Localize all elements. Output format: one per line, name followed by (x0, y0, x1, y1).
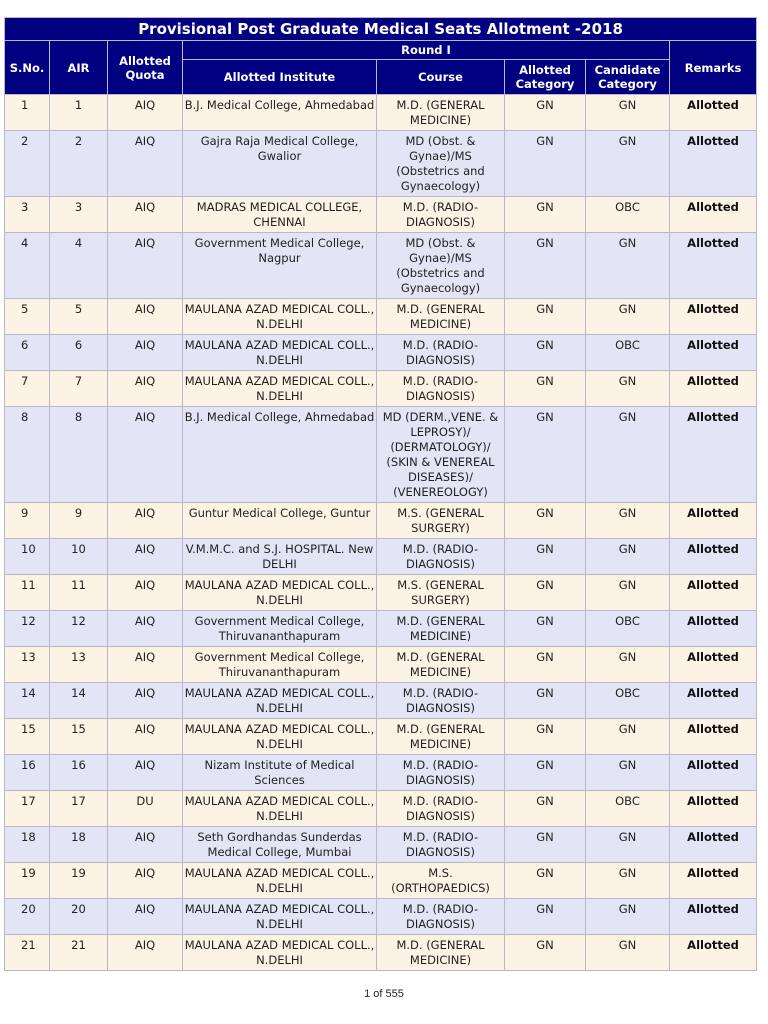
cell-candidate-category: GN (586, 299, 670, 335)
cell-remarks: Allotted (670, 863, 757, 899)
cell-air: 15 (50, 719, 108, 755)
cell-allotted-category: GN (505, 197, 586, 233)
cell-course: M.D. (GENERAL MEDICINE) (377, 719, 505, 755)
cell-candidate-category: GN (586, 131, 670, 197)
cell-sno: 20 (5, 899, 50, 935)
cell-allotted-category: GN (505, 899, 586, 935)
cell-sno: 11 (5, 575, 50, 611)
cell-course: M.D. (GENERAL MEDICINE) (377, 935, 505, 971)
allotment-sheet (4, 17, 756, 971)
table-row (5, 755, 757, 791)
cell-allotted-category: GN (505, 131, 586, 197)
cell-candidate-category: OBC (586, 791, 670, 827)
cell-allotted-quota: AIQ (108, 95, 183, 131)
cell-course: MD (DERM.,VENE. & LEPROSY)/ (DERMATOLOGY)/ (SKIN & VENEREAL DISEASES)/ (VENEREOLOGY) (377, 407, 505, 503)
cell-air: 18 (50, 827, 108, 863)
table-row (5, 827, 757, 863)
cell-sno: 2 (5, 131, 50, 197)
cell-candidate-category: GN (586, 539, 670, 575)
cell-remarks: Allotted (670, 935, 757, 971)
cell-candidate-category: OBC (586, 683, 670, 719)
cell-remarks: Allotted (670, 647, 757, 683)
cell-air: 13 (50, 647, 108, 683)
cell-candidate-category: GN (586, 863, 670, 899)
cell-course: M.D. (RADIO-DIAGNOSIS) (377, 827, 505, 863)
cell-sno: 1 (5, 95, 50, 131)
cell-air: 3 (50, 197, 108, 233)
cell-allotted-institute: MAULANA AZAD MEDICAL COLL., N.DELHI (183, 335, 377, 371)
cell-course: M.S. (GENERAL SURGERY) (377, 575, 505, 611)
cell-candidate-category: GN (586, 899, 670, 935)
cell-candidate-category: OBC (586, 335, 670, 371)
cell-air: 5 (50, 299, 108, 335)
cell-air: 14 (50, 683, 108, 719)
table-row (5, 371, 757, 407)
cell-candidate-category: GN (586, 371, 670, 407)
cell-allotted-quota: AIQ (108, 827, 183, 863)
header-course: Course (377, 60, 505, 95)
cell-allotted-quota: AIQ (108, 863, 183, 899)
cell-candidate-category: GN (586, 647, 670, 683)
cell-allotted-quota: AIQ (108, 371, 183, 407)
cell-course: M.D. (GENERAL MEDICINE) (377, 611, 505, 647)
cell-candidate-category: GN (586, 755, 670, 791)
cell-allotted-institute: MAULANA AZAD MEDICAL COLL., N.DELHI (183, 863, 377, 899)
cell-course: M.D. (RADIO-DIAGNOSIS) (377, 899, 505, 935)
cell-allotted-institute: Government Medical College, Thiruvananthapuram (183, 611, 377, 647)
cell-air: 19 (50, 863, 108, 899)
cell-candidate-category: GN (586, 233, 670, 299)
cell-allotted-institute: Gajra Raja Medical College, Gwalior (183, 131, 377, 197)
table-row (5, 131, 757, 197)
cell-remarks: Allotted (670, 299, 757, 335)
header-air: AIR (50, 41, 108, 95)
cell-air: 21 (50, 935, 108, 971)
cell-allotted-institute: MAULANA AZAD MEDICAL COLL., N.DELHI (183, 791, 377, 827)
cell-sno: 15 (5, 719, 50, 755)
table-row (5, 197, 757, 233)
cell-sno: 17 (5, 791, 50, 827)
page-number: 1 of 555 (364, 988, 404, 1000)
cell-allotted-institute: B.J. Medical College, Ahmedabad (183, 95, 377, 131)
cell-allotted-quota: AIQ (108, 575, 183, 611)
cell-allotted-category: GN (505, 755, 586, 791)
cell-sno: 13 (5, 647, 50, 683)
cell-air: 20 (50, 899, 108, 935)
cell-remarks: Allotted (670, 719, 757, 755)
header-allotted-institute: Allotted Institute (183, 60, 377, 95)
cell-sno: 12 (5, 611, 50, 647)
table-row (5, 791, 757, 827)
table-row (5, 647, 757, 683)
cell-candidate-category: GN (586, 827, 670, 863)
cell-allotted-institute: MAULANA AZAD MEDICAL COLL., N.DELHI (183, 935, 377, 971)
cell-course: MD (Obst. & Gynae)/MS (Obstetrics and Gynaecology) (377, 233, 505, 299)
cell-allotted-quota: AIQ (108, 647, 183, 683)
cell-sno: 4 (5, 233, 50, 299)
cell-sno: 8 (5, 407, 50, 503)
cell-sno: 16 (5, 755, 50, 791)
cell-sno: 14 (5, 683, 50, 719)
cell-allotted-category: GN (505, 719, 586, 755)
cell-remarks: Allotted (670, 755, 757, 791)
cell-allotted-quota: AIQ (108, 131, 183, 197)
cell-remarks: Allotted (670, 503, 757, 539)
table-row (5, 899, 757, 935)
cell-allotted-category: GN (505, 647, 586, 683)
table-row (5, 863, 757, 899)
cell-air: 9 (50, 503, 108, 539)
cell-air: 2 (50, 131, 108, 197)
cell-air: 8 (50, 407, 108, 503)
cell-allotted-institute: MAULANA AZAD MEDICAL COLL., N.DELHI (183, 575, 377, 611)
table-row (5, 539, 757, 575)
cell-course: MD (Obst. & Gynae)/MS (Obstetrics and Gynaecology) (377, 131, 505, 197)
page-title: Provisional Post Graduate Medical Seats Allotment -2018 (5, 18, 757, 41)
cell-allotted-quota: AIQ (108, 299, 183, 335)
header-allotted-category: Allotted Category (505, 60, 586, 95)
cell-sno: 6 (5, 335, 50, 371)
cell-allotted-institute: MAULANA AZAD MEDICAL COLL., N.DELHI (183, 299, 377, 335)
table-row (5, 299, 757, 335)
cell-air: 6 (50, 335, 108, 371)
cell-allotted-institute: MAULANA AZAD MEDICAL COLL., N.DELHI (183, 899, 377, 935)
cell-allotted-category: GN (505, 827, 586, 863)
table-row (5, 503, 757, 539)
cell-remarks: Allotted (670, 335, 757, 371)
cell-allotted-quota: AIQ (108, 899, 183, 935)
cell-allotted-category: GN (505, 683, 586, 719)
cell-allotted-category: GN (505, 503, 586, 539)
cell-allotted-category: GN (505, 611, 586, 647)
cell-allotted-institute: Seth Gordhandas Sunderdas Medical College, Mumbai (183, 827, 377, 863)
cell-allotted-institute: Government Medical College, Thiruvananthapuram (183, 647, 377, 683)
cell-allotted-institute: MAULANA AZAD MEDICAL COLL., N.DELHI (183, 371, 377, 407)
cell-candidate-category: GN (586, 503, 670, 539)
cell-candidate-category: GN (586, 935, 670, 971)
cell-air: 12 (50, 611, 108, 647)
cell-remarks: Allotted (670, 827, 757, 863)
cell-air: 4 (50, 233, 108, 299)
cell-air: 1 (50, 95, 108, 131)
cell-remarks: Allotted (670, 407, 757, 503)
cell-air: 11 (50, 575, 108, 611)
cell-remarks: Allotted (670, 371, 757, 407)
cell-allotted-institute: V.M.M.C. and S.J. HOSPITAL. New DELHI (183, 539, 377, 575)
cell-allotted-quota: AIQ (108, 197, 183, 233)
cell-remarks: Allotted (670, 899, 757, 935)
cell-sno: 18 (5, 827, 50, 863)
cell-candidate-category: GN (586, 575, 670, 611)
table-row (5, 683, 757, 719)
cell-candidate-category: GN (586, 719, 670, 755)
cell-allotted-quota: DU (108, 791, 183, 827)
cell-allotted-quota: AIQ (108, 683, 183, 719)
cell-sno: 9 (5, 503, 50, 539)
cell-allotted-institute: B.J. Medical College, Ahmedabad (183, 407, 377, 503)
cell-candidate-category: OBC (586, 197, 670, 233)
table-row (5, 935, 757, 971)
cell-remarks: Allotted (670, 539, 757, 575)
cell-remarks: Allotted (670, 95, 757, 131)
cell-candidate-category: GN (586, 407, 670, 503)
cell-course: M.D. (RADIO-DIAGNOSIS) (377, 539, 505, 575)
cell-air: 16 (50, 755, 108, 791)
cell-course: M.D. (GENERAL MEDICINE) (377, 647, 505, 683)
cell-remarks: Allotted (670, 233, 757, 299)
cell-remarks: Allotted (670, 131, 757, 197)
round-header: Round I (183, 41, 670, 60)
cell-allotted-category: GN (505, 335, 586, 371)
cell-air: 17 (50, 791, 108, 827)
cell-air: 10 (50, 539, 108, 575)
cell-allotted-quota: AIQ (108, 611, 183, 647)
cell-sno: 3 (5, 197, 50, 233)
cell-allotted-quota: AIQ (108, 335, 183, 371)
cell-remarks: Allotted (670, 791, 757, 827)
cell-course: M.D. (RADIO-DIAGNOSIS) (377, 791, 505, 827)
cell-sno: 10 (5, 539, 50, 575)
cell-allotted-quota: AIQ (108, 503, 183, 539)
cell-remarks: Allotted (670, 683, 757, 719)
cell-allotted-category: GN (505, 863, 586, 899)
header-allotted-quota: Allotted Quota (108, 41, 183, 95)
cell-course: M.D. (RADIO-DIAGNOSIS) (377, 371, 505, 407)
table-row (5, 95, 757, 131)
cell-allotted-category: GN (505, 95, 586, 131)
cell-allotted-institute: Guntur Medical College, Guntur (183, 503, 377, 539)
header-candidate-category: Candidate Category (586, 60, 670, 95)
cell-allotted-institute: MAULANA AZAD MEDICAL COLL., N.DELHI (183, 719, 377, 755)
cell-course: M.S. (ORTHOPAEDICS) (377, 863, 505, 899)
cell-remarks: Allotted (670, 611, 757, 647)
header-remarks: Remarks (670, 41, 757, 95)
cell-course: M.D. (RADIO-DIAGNOSIS) (377, 335, 505, 371)
table-row (5, 575, 757, 611)
cell-allotted-quota: AIQ (108, 719, 183, 755)
cell-allotted-category: GN (505, 233, 586, 299)
cell-candidate-category: GN (586, 95, 670, 131)
cell-allotted-quota: AIQ (108, 755, 183, 791)
cell-allotted-category: GN (505, 407, 586, 503)
cell-allotted-quota: AIQ (108, 233, 183, 299)
cell-sno: 5 (5, 299, 50, 335)
cell-allotted-institute: MAULANA AZAD MEDICAL COLL., N.DELHI (183, 683, 377, 719)
table-row (5, 719, 757, 755)
cell-allotted-quota: AIQ (108, 539, 183, 575)
cell-course: M.D. (RADIO-DIAGNOSIS) (377, 755, 505, 791)
cell-allotted-category: GN (505, 539, 586, 575)
allotment-table (4, 17, 757, 971)
cell-allotted-category: GN (505, 791, 586, 827)
header-sno: S.No. (5, 41, 50, 95)
cell-course: M.D. (RADIO-DIAGNOSIS) (377, 683, 505, 719)
cell-allotted-category: GN (505, 935, 586, 971)
table-row (5, 611, 757, 647)
cell-allotted-institute: Government Medical College, Nagpur (183, 233, 377, 299)
cell-sno: 21 (5, 935, 50, 971)
cell-allotted-category: GN (505, 575, 586, 611)
cell-allotted-institute: MADRAS MEDICAL COLLEGE, CHENNAI (183, 197, 377, 233)
cell-allotted-quota: AIQ (108, 407, 183, 503)
cell-candidate-category: OBC (586, 611, 670, 647)
table-row (5, 233, 757, 299)
cell-allotted-category: GN (505, 299, 586, 335)
table-body (5, 95, 757, 971)
cell-course: M.D. (GENERAL MEDICINE) (377, 299, 505, 335)
cell-remarks: Allotted (670, 197, 757, 233)
cell-allotted-institute: Nizam Institute of Medical Sciences (183, 755, 377, 791)
table-row (5, 335, 757, 371)
cell-course: M.D. (GENERAL MEDICINE) (377, 95, 505, 131)
table-row (5, 407, 757, 503)
cell-allotted-category: GN (505, 371, 586, 407)
cell-remarks: Allotted (670, 575, 757, 611)
cell-sno: 7 (5, 371, 50, 407)
cell-air: 7 (50, 371, 108, 407)
cell-course: M.S. (GENERAL SURGERY) (377, 503, 505, 539)
cell-allotted-quota: AIQ (108, 935, 183, 971)
cell-course: M.D. (RADIO-DIAGNOSIS) (377, 197, 505, 233)
cell-sno: 19 (5, 863, 50, 899)
